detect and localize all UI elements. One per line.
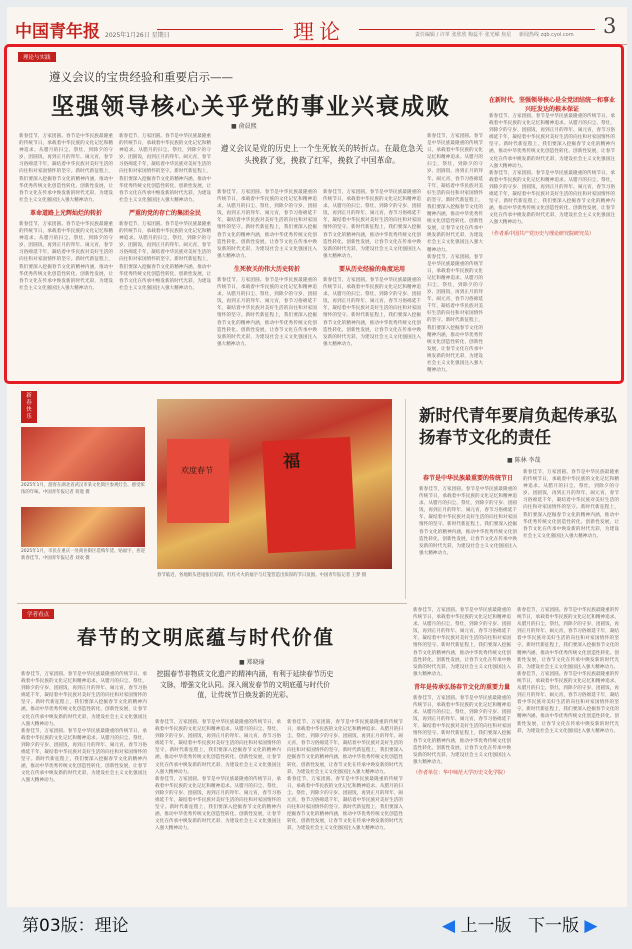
article1-pull-quote: 遵义会议是党的历史上一个生死攸关的转折点。在最危急关头挽救了党，挽救了红军，挽救了中国革命。 (220, 144, 424, 165)
article1-body-3b: 新春佳节，万家团圆。春节是中华民族最隆重的传统节日，承载着中华民族的文化记忆和精神追求。从腊月的扫尘、祭灶，到除夕的守岁、团圆饭，再到正月的拜年、闹元宵，春节习俗绵延千年，凝结着中华民族对美好生活的向往和对家国情怀的坚守。新时代新征程上，我们要深入挖掘春节文化的精神内涵，推动中华优秀传统文化创造性转化、创新性发展，让春节文化在传承中焕发新的时代光彩，为建设社会主义文化强国注入强大精神动力。 (217, 277, 317, 347)
article1-sidebar-body-2: 新春佳节，万家团圆。春节是中华民族最隆重的传统节日，承载着中华民族的文化记忆和精神追求。从腊月的扫尘、祭灶，到除夕的守岁、团圆饭，再到正月的拜年、闹元宵，春节习俗绵延千年，凝结着中华民族对美好生活的向往和对家国情怀的坚守。新时代新征程上，我们要深入挖掘春节文化的精神内涵，推动中华优秀传统文化创造性转化、创新性发展，让春节文化在传承中焕发新的时代光彩，为建设社会主义文化强国注入强大精神动力。 (489, 170, 615, 226)
article1-body-2b: 新春佳节，万家团圆。春节是中华民族最隆重的传统节日，承载着中华民族的文化记忆和精神追求。从腊月的扫尘、祭灶，到除夕的守岁、团圆饭，再到正月的拜年、闹元宵，春节习俗绵延千年，凝结着中华民族对美好生活的向往和对家国情怀的坚守。新时代新征程上，我们要深入挖掘春节文化的精神内涵，推动中华优秀传统文化创造性转化、创新性发展，让春节文化在传承中焕发新的时代光彩，为建设社会主义文化强国注入强大精神动力。 (119, 221, 211, 291)
article1-body-5: 新春佳节，万家团圆。春节是中华民族最隆重的传统节日，承载着中华民族的文化记忆和精神追求。从腊月的扫尘、祭灶，到除夕的守岁、团圆饭，再到正月的拜年、闹元宵，春节习俗绵延千年，凝结着中华民族对美好生活的向往和对家国情怀的坚守。新时代新征程上，我们要深入挖掘春节文化的精神内涵，推动中华优秀传统文化创造性转化、创新性发展，让春节文化在传承中焕发新的时代光彩，为建设社会主义文化强国注入强大精神动力。 (427, 134, 483, 253)
article1-body-4b: 新春佳节，万家团圆。春节是中华民族最隆重的传统节日，承载着中华民族的文化记忆和精神追求。从腊月的扫尘、祭灶，到除夕的守岁、团圆饭，再到正月的拜年、闹元宵，春节习俗绵延千年，凝结着中华民族对美好生活的向往和对家国情怀的坚守。新时代新征程上，我们要深入挖掘春节文化的精神内涵，推动中华优秀传统文化创造性转化、创新性发展，让春节文化在传承中焕发新的时代光彩，为建设社会主义文化强国注入强大精神动力。 (323, 277, 421, 347)
article2-col-4 (517, 607, 619, 901)
article2-headline[interactable]: 新时代青年要肩负起传承弘扬春节文化的责任 (419, 406, 617, 447)
article1-body-5b: 新春佳节，万家团圆。春节是中华民族最隆重的传统节日，承载着中华民族的文化记忆和精神追求。从腊月的扫尘、祭灶，到除夕的守岁、团圆饭，再到正月的拜年、闹元宵，春节习俗绵延千年，凝结着中华民族对美好生活的向往和对家国情怀的坚守。新时代新征程上，我们要深入挖掘春节文化的精神内涵，推动中华优秀传统文化创造性转化、创新性发展，让春节文化在传承中焕发新的时代光彩，为建设社会主义文化强国注入强大精神动力。 (427, 254, 483, 374)
article2-body-2: 新春佳节，万家团圆。春节是中华民族最隆重的传统节日，承载着中华民族的文化记忆和精神追求。从腊月的扫尘、祭灶，到除夕的守岁、团圆饭，再到正月的拜年、闹元宵，春节习俗绵延千年，凝结着中华民族对美好生活的向往和对家国情怀的坚守。新时代新征程上，我们要深入挖掘春节文化的精神内涵，推动中华优秀传统文化创造性转化、创新性发展，让春节文化在传承中焕发新的时代光彩，为建设社会主义文化强国注入强大精神动力。 (523, 470, 619, 539)
article3-body-1b: 新春佳节，万家团圆。春节是中华民族最隆重的传统节日，承载着中华民族的文化记忆和精神追求。从腊月的扫尘、祭灶，到除夕的守岁、团圆饭，再到正月的拜年、闹元宵，春节习俗绵延千年，凝结着中华民族对美好生活的向往和对家国情怀的坚守。新时代新征程上，我们要深入挖掘春节文化的精神内涵，推动中华优秀传统文化创造性转化、创新性发展，让春节文化在传承中焕发新的时代光彩，为建设社会主义文化强国注入强大精神动力。 (21, 728, 147, 784)
column-divider (405, 399, 406, 599)
article1-body-1: 新春佳节，万家团圆。春节是中华民族最隆重的传统节日，承载着中华民族的文化记忆和精神追求。从腊月的扫尘、祭灶，到除夕的守岁、团圆饭，再到正月的拜年、闹元宵，春节习俗绵延千年，凝结着中华民族对美好生活的向往和对家国情怀的坚守。新时代新征程上，我们要深入挖掘春节文化的精神内涵，推动中华优秀传统文化创造性转化、创新性发展，让春节文化在传承中焕发新的时代光彩，为建设社会主义文化强国注入强大精神动力。 (19, 134, 113, 203)
masthead-rule-left (157, 29, 283, 30)
article3-byline: ■ 郑晓瑜 (239, 659, 265, 666)
photo-caption-2: 2025年1月，市民在重庆一处商业街区选购年货、贴福字，喜迎新春佳节。中国青年报记者 刘欢 摄 (21, 549, 145, 561)
article1-highlight-box[interactable] (4, 44, 624, 384)
main-photo-caption: 春节临近，各地街头巷尾张灯结彩，红红火火的福字与灯笼营造出浓厚的节日氛围。中国青年报记者 王梦 摄 (157, 573, 367, 578)
article2-body-1: 新春佳节，万家团圆。春节是中华民族最隆重的传统节日，承载着中华民族的文化记忆和精神追求。从腊月的扫尘、祭灶，到除夕的守岁、团圆饭，再到正月的拜年、闹元宵，春节习俗绵延千年，凝结着中华民族对美好生活的向往和对家国情怀的坚守。新时代新征程上，我们要深入挖掘春节文化的精神内涵，推动中华优秀传统文化创造性转化、创新性发展，让春节文化在传承中焕发新的时代光彩，为建设社会主义文化强国注入强大精神动力。 (419, 487, 517, 556)
article3-body-2: 新春佳节，万家团圆。春节是中华民族最隆重的传统节日，承载着中华民族的文化记忆和精神追求。从腊月的扫尘、祭灶，到除夕的守岁、团圆饭，再到正月的拜年、闹元宵，春节习俗绵延千年，凝结着中华民族对美好生活的向往和对家国情怀的坚守。新时代新征程上，我们要深入挖掘春节文化的精神内涵，推动中华优秀传统文化创造性转化、创新性发展，让春节文化在传承中焕发新的时代光彩，为建设社会主义文化强国注入强大精神动力。 (155, 720, 281, 775)
fu-poster-small: 欢度春节 (167, 439, 229, 523)
article1-subhead-4: 要从历史经验的角度运用 (338, 265, 405, 273)
website-line: 新闻热线 zqb.cyol.com (519, 32, 574, 38)
article1-subhead-1: 革命道路上光辉灿烂的转折 (29, 209, 102, 217)
article2-subhead-1: 春节是中华民族最重要的传统节日 (422, 475, 513, 482)
article3-col-1 (21, 671, 147, 901)
article1-body-1b: 新春佳节，万家团圆。春节是中华民族最隆重的传统节日，承载着中华民族的文化记忆和精神追求。从腊月的扫尘、祭灶，到除夕的守岁、团圆饭，再到正月的拜年、闹元宵，春节习俗绵延千年，凝结着中华民族对美好生活的向往和对家国情怀的坚守。新时代新征程上，我们要深入挖掘春节文化的精神内涵，推动中华优秀传统文化创造性转化、创新性发展，让春节文化在传承中焕发新的时代光彩，为建设社会主义文化强国注入强大精神动力。 (19, 221, 113, 291)
next-page-button[interactable] (528, 911, 597, 936)
article3-pull-quote: 挖掘春节非物质文化遗产的精神内涵，有利于延续春节历史文脉，增强文化认同。深入阐发春节的文明底蕴与时代价值，让传统节日焕发新的光彩。 (156, 670, 334, 699)
article1-headline[interactable]: 坚强领导核心关乎党的事业兴衰成败 (51, 93, 451, 120)
article3-body-1: 新春佳节，万家团圆。春节是中华民族最隆重的传统节日，承载着中华民族的文化记忆和精神追求。从腊月的扫尘、祭灶，到除夕的守岁、团圆饭，再到正月的拜年、闹元宵，春节习俗绵延千年，凝结着中华民族对美好生活的向往和对家国情怀的坚守。新时代新征程上，我们要深入挖掘春节文化的精神内涵，推动中华优秀传统文化创造性转化、创新性发展，让春节文化在传承中焕发新的时代光彩，为建设社会主义文化强国注入强大精神动力。 (21, 672, 147, 727)
page-navigation-bar (0, 907, 632, 949)
article2-subhead-2: 青年是传承弘扬春节文化的重要力量 (413, 683, 510, 691)
article3-col-3 (287, 719, 403, 901)
next-page-label: 下一版 (528, 916, 579, 936)
article3-body-2b: 新春佳节，万家团圆。春节是中华民族最隆重的传统节日，承载着中华民族的文化记忆和精神追求。从腊月的扫尘、祭灶，到除夕的守岁、团圆饭，再到正月的拜年、闹元宵，春节习俗绵延千年，凝结着中华民族对美好生活的向往和对家国情怀的坚守。新时代新征程上，我们要深入挖掘春节文化的精神内涵，推动中华优秀传统文化创造性转化、创新性发展，让春节文化在传承中焕发新的时代光彩，为建设社会主义文化强国注入强大精神动力。 (155, 776, 281, 832)
article1-col-1 (19, 133, 113, 377)
article1-sidebar-title: 在新时代，坚强领导核心是全党团结统一和事业兴旺发达的根本保证 (489, 97, 616, 113)
fu-character: 福 (262, 437, 356, 553)
article2-col-1 (419, 469, 517, 599)
article3-col-2 (155, 719, 281, 901)
masthead-rule-right (359, 29, 595, 30)
prev-page-label: 上一版 (460, 916, 512, 936)
article1-body-2: 新春佳节，万家团圆。春节是中华民族最隆重的传统节日，承载着中华民族的文化记忆和精神追求。从腊月的扫尘、祭灶，到除夕的守岁、团圆饭，再到正月的拜年、闹元宵，春节习俗绵延千年，凝结着中华民族对美好生活的向往和对家国情怀的坚守。新时代新征程上，我们要深入挖掘春节文化的精神内涵，推动中华优秀传统文化创造性转化、创新性发展，让春节文化在传承中焕发新的时代光彩，为建设社会主义文化强国注入强大精神动力。 (119, 134, 211, 203)
article3-headline[interactable]: 春节的文明底蕴与时代价值 (77, 626, 336, 649)
section-title: 理论 (293, 20, 345, 44)
article2-body-3b: 新春佳节，万家团圆。春节是中华民族最隆重的传统节日，承载着中华民族的文化记忆和精神追求。从腊月的扫尘、祭灶，到除夕的守岁、团圆饭，再到正月的拜年、闹元宵，春节习俗绵延千年，凝结着中华民族对美好生活的向往和对家国情怀的坚守。新时代新征程上，我们要深入挖掘春节文化的精神内涵，推动中华优秀传统文化创造性转化、创新性发展，让春节文化在传承中焕发新的时代光彩，为建设社会主义文化强国注入强大精神动力。 (413, 695, 511, 765)
newspaper-logo: 中国青年报 (15, 22, 100, 42)
photo-market[interactable] (21, 507, 145, 547)
article1-subhead-2: 严重的党的存亡的集团全民 (128, 209, 201, 217)
prev-page-button[interactable] (442, 911, 511, 936)
article1-body-4: 新春佳节，万家团圆。春节是中华民族最隆重的传统节日，承载着中华民族的文化记忆和精神追求。从腊月的扫尘、祭灶，到除夕的守岁、团圆饭，再到正月的拜年、闹元宵，春节习俗绵延千年，凝结着中华民族对美好生活的向往和对家国情怀的坚守。新时代新征程上，我们要深入挖掘春节文化的精神内涵，推动中华优秀传统文化创造性转化、创新性发展，让春节文化在传承中焕发新的时代光彩，为建设社会主义文化强国注入强大精神动力。 (323, 190, 421, 259)
article1-body-3: 新春佳节，万家团圆。春节是中华民族最隆重的传统节日，承载着中华民族的文化记忆和精神追求。从腊月的扫尘、祭灶，到除夕的守岁、团圆饭，再到正月的拜年、闹元宵，春节习俗绵延千年，凝结着中华民族对美好生活的向往和对家国情怀的坚守。新时代新征程上，我们要深入挖掘春节文化的精神内涵，推动中华优秀传统文化创造性转化、创新性发展，让春节文化在传承中焕发新的时代光彩，为建设社会主义文化强国注入强大精神动力。 (217, 190, 317, 259)
issue-date: 2025年1月26日 星期日 (105, 32, 170, 39)
photo-fu-character[interactable] (157, 399, 392, 569)
arrow-right-icon: ▶ (584, 916, 598, 936)
page-number: 3 (603, 14, 617, 38)
article1-kicker: 遵义会议的宝贵经验和重要启示—— (49, 70, 233, 84)
photo-caption-1: 2025年1月，游客在湖北省武汉市某文化街区参观灯会、感受浓浓的年味。中国青年报记者 蒋邃 摄 (21, 483, 145, 495)
article2-body-4b: 新春佳节，万家团圆。春节是中华民族最隆重的传统节日，承载着中华民族的文化记忆和精神追求。从腊月的扫尘、祭灶，到除夕的守岁、团圆饭，再到正月的拜年、闹元宵，春节习俗绵延千年，凝结着中华民族对美好生活的向往和对家国情怀的坚守。新时代新征程上，我们要深入挖掘春节文化的精神内涵，推动中华优秀传统文化创造性转化、创新性发展，让春节文化在传承中焕发新的时代光彩，为建设社会主义文化强国注入强大精神动力。 (517, 671, 619, 734)
article1-col-5 (427, 133, 483, 377)
masthead (7, 7, 627, 45)
photo-lanterns[interactable] (21, 427, 145, 481)
article2-byline: ■ 陈林 李哉 (507, 457, 541, 464)
article3-body-3: 新春佳节，万家团圆。春节是中华民族最隆重的传统节日，承载着中华民族的文化记忆和精神追求。从腊月的扫尘、祭灶，到除夕的守岁、团圆饭，再到正月的拜年、闹元宵，春节习俗绵延千年，凝结着中华民族对美好生活的向往和对家国情怀的坚守。新时代新征程上，我们要深入挖掘春节文化的精神内涵，推动中华优秀传统文化创造性转化、创新性发展，让春节文化在传承中焕发新的时代光彩，为建设社会主义文化强国注入强大精神动力。 (287, 720, 403, 775)
article1-byline: ■ 俞晨熙 (231, 123, 257, 130)
article1-sidebar-body: 新春佳节，万家团圆。春节是中华民族最隆重的传统节日，承载着中华民族的文化记忆和精神追求。从腊月的扫尘、祭灶，到除夕的守岁、团圆饭，再到正月的拜年、闹元宵，春节习俗绵延千年，凝结着中华民族对美好生活的向往和对家国情怀的坚守。新时代新征程上，我们要深入挖掘春节文化的精神内涵，推动中华优秀传统文化创造性转化、创新性发展，让春节文化在传承中焕发新的时代光彩，为建设社会主义文化强国注入强大精神动力。 (489, 114, 615, 169)
article2-col-2 (523, 469, 619, 599)
article3-body-3b: 新春佳节，万家团圆。春节是中华民族最隆重的传统节日，承载着中华民族的文化记忆和精神追求。从腊月的扫尘、祭灶，到除夕的守岁、团圆饭，再到正月的拜年、闹元宵，春节习俗绵延千年，凝结着中华民族对美好生活的向往和对家国情怀的坚守。新时代新征程上，我们要深入挖掘春节文化的精神内涵，推动中华优秀传统文化创造性转化、创新性发展，让春节文化在传承中焕发新的时代光彩，为建设社会主义文化强国注入强大精神动力。 (287, 776, 403, 832)
article1-sidebar (489, 95, 615, 359)
article1-col-4 (323, 189, 421, 377)
article2-col-3 (413, 607, 511, 901)
photo-column (21, 391, 151, 561)
article2-body-3: 新春佳节，万家团圆。春节是中华民族最隆重的传统节日，承载着中华民族的文化记忆和精神追求。从腊月的扫尘、祭灶，到除夕的守岁、团圆饭，再到正月的拜年、闹元宵，春节习俗绵延千年，凝结着中华民族对美好生活的向往和对家国情怀的坚守。新时代新征程上，我们要深入挖掘春节文化的精神内涵，推动中华优秀传统文化创造性转化、创新性发展，让春节文化在传承中焕发新的时代光彩，为建设社会主义文化强国注入强大精神动力。 (413, 608, 511, 677)
article1-col-2 (119, 133, 211, 377)
article1-author-note: （作者系中国共产党历史与理论研究院研究员） (489, 230, 595, 237)
editors-line: 责任编辑 / 许革 张欣欣 梅蕊平 张光嵘 焦星 (415, 32, 512, 38)
article1-col-3 (217, 189, 317, 377)
article2-body-4: 新春佳节，万家团圆。春节是中华民族最隆重的传统节日，承载着中华民族的文化记忆和精神追求。从腊月的扫尘、祭灶，到除夕的守岁、团圆饭，再到正月的拜年、闹元宵，春节习俗绵延千年，凝结着中华民族对美好生活的向往和对家国情怀的坚守。新时代新征程上，我们要深入挖掘春节文化的精神内涵，推动中华优秀传统文化创造性转化、创新性发展，让春节文化在传承中焕发新的时代光彩，为建设社会主义文化强国注入强大精神动力。 (517, 608, 619, 670)
article1-tag: 理论与实践 (18, 52, 56, 62)
article3-author-note: （作者单位：华中师范大学历史文化学院） (413, 769, 509, 776)
arrow-left-icon: ◀ (442, 916, 456, 936)
article3-tag: 学者看点 (22, 609, 54, 619)
section-divider (17, 603, 407, 604)
article1-subhead-3: 生死攸关的伟大历史转折 (233, 265, 300, 273)
photo-tag: 新春快乐 (21, 391, 37, 423)
current-page-label: 第03版：理论 (22, 916, 129, 936)
